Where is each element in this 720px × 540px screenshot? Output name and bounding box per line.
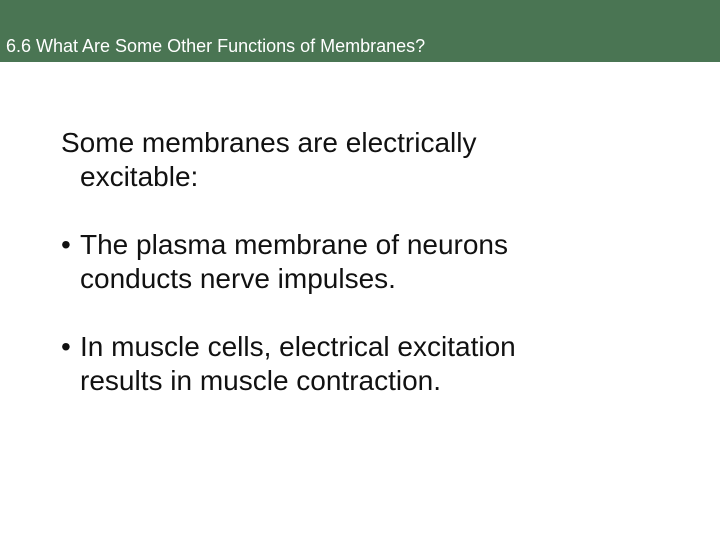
intro-paragraph — [61, 126, 681, 194]
bullet-line-2: results in muscle contraction. — [80, 365, 442, 396]
title-bar — [0, 0, 720, 62]
bullet-marker: • — [61, 331, 71, 362]
bullet-line-1: In muscle cells, electrical excitation — [80, 331, 516, 362]
bullet-marker: • — [61, 229, 71, 260]
bullet-item — [61, 228, 681, 296]
bullet-line-2: conducts nerve impulses. — [80, 263, 396, 294]
intro-line-2: excitable: — [80, 161, 199, 192]
bullet-item — [61, 330, 681, 398]
bullet-line-1: The plasma membrane of neurons — [80, 229, 508, 260]
slide-title: 6.6 What Are Some Other Functions of Membranes? — [6, 36, 426, 56]
slide-content — [61, 126, 681, 432]
intro-line-1: Some membranes are electrically — [61, 127, 477, 158]
